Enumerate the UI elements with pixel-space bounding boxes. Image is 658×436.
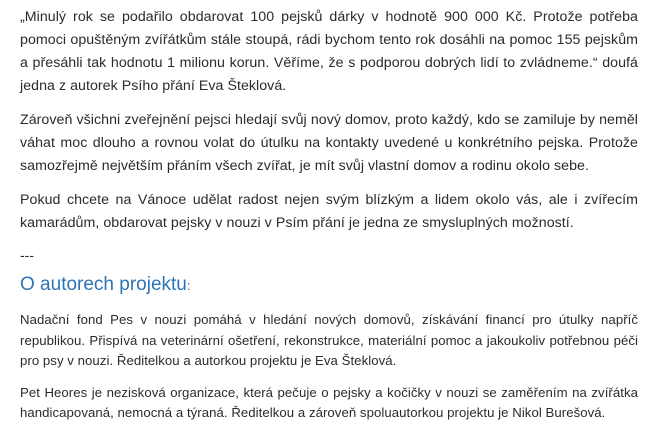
paragraph-about-pes-v-nouzi: Nadační fond Pes v nouzi pomáhá v hledání nových domovů, získávání financí pro útulky napříč republikou. Přispívá na veterinární ošetření, rekonstrukce, materiální pomoc a jakoukoliv potřebnou péči pro psy v nouzi. Ředitelkou a autorkou projektu je Eva Šteklová. xyxy=(20,312,638,368)
separator: --- xyxy=(20,247,34,263)
section-heading xyxy=(20,273,638,298)
paragraph-christmas: Pokud chcete na Vánoce udělat radost nejen svým blízkým a lidem okolo vás, ale i zvířecím kamarádům, obdarovat pejsky v nouzi v Psím přání je jedna ze smysluplných možností. xyxy=(20,192,638,231)
paragraph-adoption: Zároveň všichni zveřejnění pejsci hledají svůj nový domov, proto každý, kdo se zamiluje by neměl váhat moc dlouho a rovnou volat do útulku na kontakty uvedené u konkrétního pejska. Protože samozřejmě největším přáním všech zvířat, je mít svůj vlastní domov a rodinu okolo sebe. xyxy=(20,112,638,174)
article-body xyxy=(20,6,638,424)
paragraph-quote: „Minulý rok se podařilo obdarovat 100 pejsků dárky v hodnotě 900 000 Kč. Protože potřeba pomoci opuštěným zvířátkům stále stoupá, rádi bychom tento rok dosáhli na pomoc 155 pejskům a přesáhli tak hodnotu 1 milionu korun. Věříme, že s podporou dobrých lidí to zvládneme.“ doufá jedna z autorek Psího přání Eva Šteklová. xyxy=(20,9,638,94)
section-heading-text: O autorech projektu xyxy=(20,274,187,295)
paragraph-about-pet-heores: Pet Heores je nezisková organizace, která pečuje o pejsky a kočičky v nouzi se zaměřením na zvířátka handicapovaná, nemocná a týraná. Ředitelkou a zároveň spoluautorkou projektu je Nikol Burešová. xyxy=(20,384,638,420)
section-heading-suffix: : xyxy=(186,278,191,293)
